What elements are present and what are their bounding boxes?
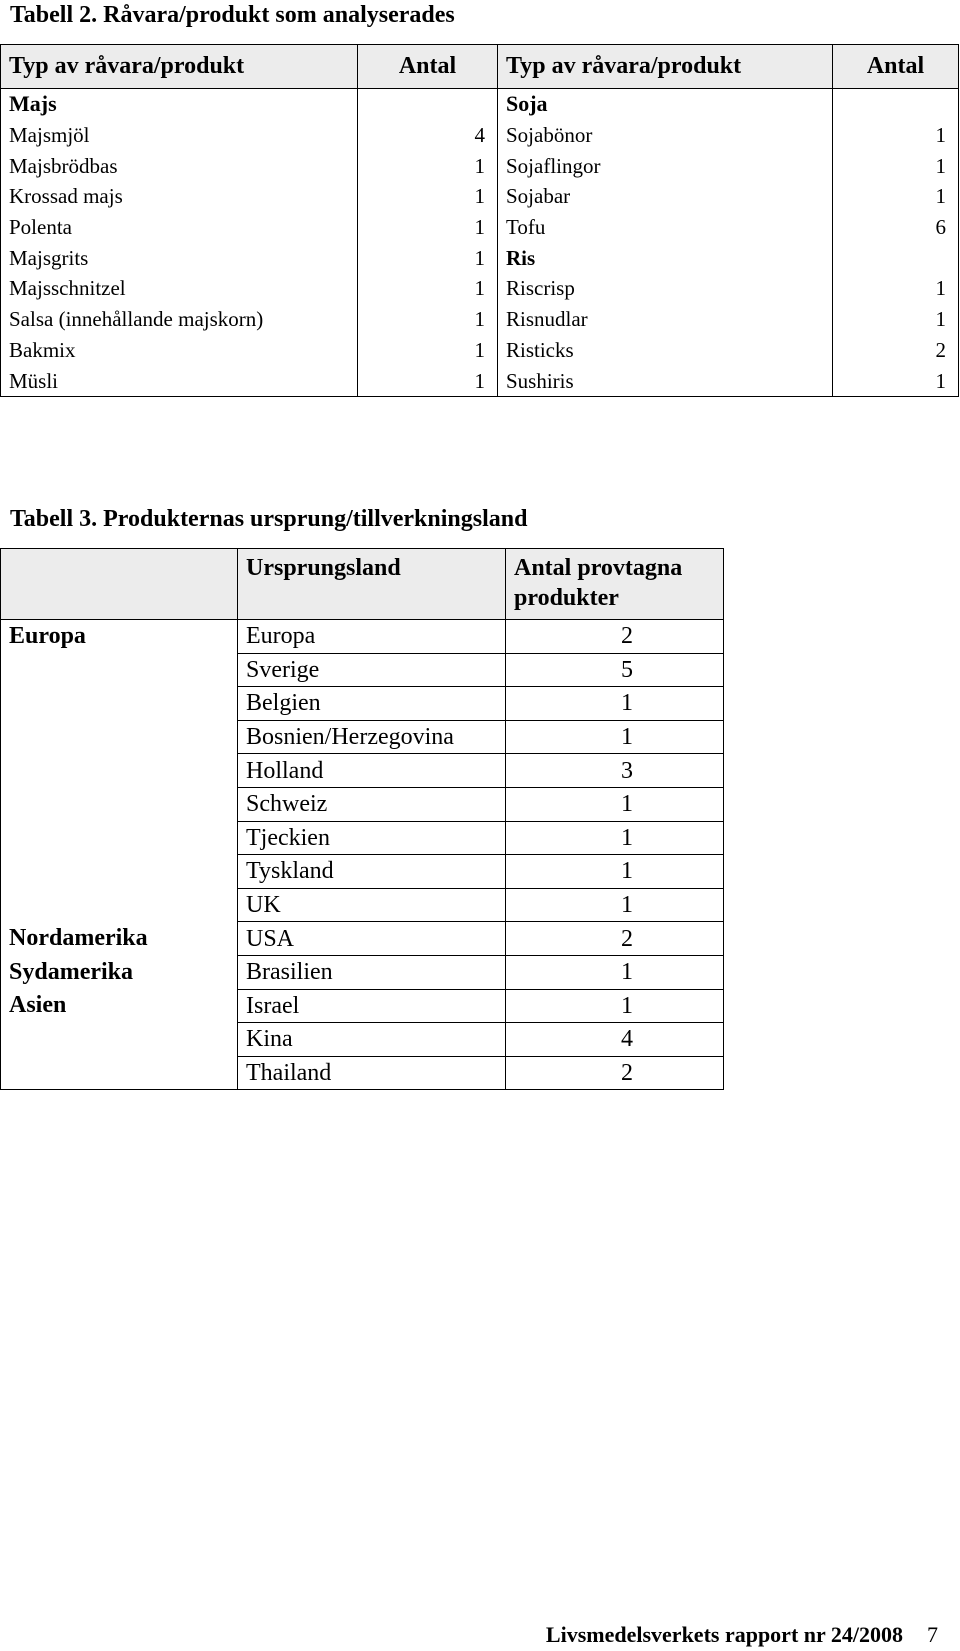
region-label bbox=[1, 1023, 238, 1057]
table-row bbox=[1, 181, 959, 212]
product-cell: Majsmjöl bbox=[1, 120, 358, 151]
count-cell: 2 bbox=[506, 620, 724, 654]
product-cell: Polenta bbox=[1, 212, 358, 243]
country-cell: Tyskland bbox=[238, 855, 506, 889]
country-cell: Schweiz bbox=[238, 787, 506, 821]
table-row bbox=[1, 335, 959, 366]
region-label bbox=[1, 855, 238, 889]
count-cell: 1 bbox=[358, 335, 498, 366]
column-header: Antal provtagna produkter bbox=[506, 549, 724, 620]
table-row bbox=[1, 821, 724, 855]
count-cell: 3 bbox=[506, 754, 724, 788]
count-cell: 1 bbox=[833, 365, 959, 396]
column-header: Ursprungsland bbox=[238, 549, 506, 620]
product-cell: Risticks bbox=[498, 335, 833, 366]
table-row bbox=[1, 1023, 724, 1057]
table-row bbox=[1, 888, 724, 922]
country-cell: Kina bbox=[238, 1023, 506, 1057]
count-cell: 1 bbox=[506, 855, 724, 889]
count-cell: 1 bbox=[506, 787, 724, 821]
count-cell: 2 bbox=[506, 922, 724, 956]
column-header: Antal bbox=[833, 45, 959, 89]
product-cell: Riscrisp bbox=[498, 273, 833, 304]
table-row bbox=[1, 955, 724, 989]
table-row bbox=[1, 855, 724, 889]
country-cell: Belgien bbox=[238, 687, 506, 721]
product-cell: Sojabönor bbox=[498, 120, 833, 151]
country-cell: Brasilien bbox=[238, 955, 506, 989]
region-label bbox=[1, 720, 238, 754]
table-row bbox=[1, 273, 959, 304]
count-cell bbox=[833, 242, 959, 273]
region-label bbox=[1, 888, 238, 922]
region-label: Europa bbox=[1, 620, 238, 654]
product-cell: Sushiris bbox=[498, 365, 833, 396]
count-cell: 1 bbox=[506, 955, 724, 989]
country-cell: Thailand bbox=[238, 1056, 506, 1090]
count-cell: 1 bbox=[506, 720, 724, 754]
table-header-row bbox=[1, 549, 724, 620]
region-label bbox=[1, 687, 238, 721]
region-label bbox=[1, 754, 238, 788]
region-label bbox=[1, 1056, 238, 1090]
region-label bbox=[1, 821, 238, 855]
count-cell: 6 bbox=[833, 212, 959, 243]
count-cell: 1 bbox=[833, 120, 959, 151]
table3-caption: Tabell 3. Produkternas ursprung/tillverkningsland bbox=[10, 506, 528, 532]
product-cell: Bakmix bbox=[1, 335, 358, 366]
table-row bbox=[1, 989, 724, 1023]
count-cell: 1 bbox=[506, 989, 724, 1023]
region-label: Nordamerika bbox=[1, 922, 238, 956]
count-cell: 1 bbox=[833, 304, 959, 335]
count-cell bbox=[833, 89, 959, 120]
table-row bbox=[1, 653, 724, 687]
count-cell: 2 bbox=[833, 335, 959, 366]
table-row bbox=[1, 720, 724, 754]
table-row bbox=[1, 212, 959, 243]
country-cell: Sverige bbox=[238, 653, 506, 687]
count-cell: 1 bbox=[358, 212, 498, 243]
group-label: Soja bbox=[498, 89, 833, 120]
table-header-row bbox=[1, 45, 959, 89]
country-cell: UK bbox=[238, 888, 506, 922]
count-cell: 1 bbox=[506, 687, 724, 721]
table2-caption: Tabell 2. Råvara/produkt som analyserades bbox=[10, 2, 455, 28]
count-cell: 1 bbox=[506, 821, 724, 855]
region-label bbox=[1, 787, 238, 821]
product-cell: Majsgrits bbox=[1, 242, 358, 273]
table-row bbox=[1, 1056, 724, 1090]
table-row bbox=[1, 365, 959, 396]
table-row bbox=[1, 754, 724, 788]
table-row bbox=[1, 150, 959, 181]
country-cell: Israel bbox=[238, 989, 506, 1023]
table-row bbox=[1, 242, 959, 273]
product-cell: Majsbrödbas bbox=[1, 150, 358, 181]
table-row bbox=[1, 89, 959, 120]
table-row bbox=[1, 120, 959, 151]
column-header: Typ av råvara/produkt bbox=[498, 45, 833, 89]
count-cell: 5 bbox=[506, 653, 724, 687]
product-cell: Sojabar bbox=[498, 181, 833, 212]
country-cell: Europa bbox=[238, 620, 506, 654]
country-cell: Holland bbox=[238, 754, 506, 788]
product-cell: Krossad majs bbox=[1, 181, 358, 212]
region-label: Sydamerika bbox=[1, 955, 238, 989]
product-cell: Müsli bbox=[1, 365, 358, 396]
table-row bbox=[1, 620, 724, 654]
table-row bbox=[1, 687, 724, 721]
column-header: Antal bbox=[358, 45, 498, 89]
column-header: Typ av råvara/produkt bbox=[1, 45, 358, 89]
column-header bbox=[1, 549, 238, 620]
table-row bbox=[1, 304, 959, 335]
count-cell: 1 bbox=[358, 242, 498, 273]
country-cell: USA bbox=[238, 922, 506, 956]
count-cell: 2 bbox=[506, 1056, 724, 1090]
country-cell: Tjeckien bbox=[238, 821, 506, 855]
count-cell: 4 bbox=[358, 120, 498, 151]
product-cell: Risnudlar bbox=[498, 304, 833, 335]
product-cell: Sojaflingor bbox=[498, 150, 833, 181]
region-label bbox=[1, 653, 238, 687]
page-number: 7 bbox=[927, 1622, 938, 1647]
product-cell: Majsschnitzel bbox=[1, 273, 358, 304]
table-row bbox=[1, 922, 724, 956]
count-cell: 1 bbox=[358, 304, 498, 335]
page-footer bbox=[546, 1622, 938, 1648]
count-cell: 1 bbox=[506, 888, 724, 922]
count-cell: 1 bbox=[833, 181, 959, 212]
group-label: Majs bbox=[1, 89, 358, 120]
product-cell: Salsa (innehållande majskorn) bbox=[1, 304, 358, 335]
table-row bbox=[1, 787, 724, 821]
group-label: Ris bbox=[498, 242, 833, 273]
count-cell: 1 bbox=[358, 181, 498, 212]
count-cell: 4 bbox=[506, 1023, 724, 1057]
count-cell: 1 bbox=[833, 273, 959, 304]
country-cell: Bosnien/Herzegovina bbox=[238, 720, 506, 754]
report-label: Livsmedelsverkets rapport nr 24/2008 bbox=[545, 1622, 903, 1647]
count-cell: 1 bbox=[358, 273, 498, 304]
region-label: Asien bbox=[1, 989, 238, 1023]
count-cell: 1 bbox=[358, 365, 498, 396]
product-table bbox=[0, 44, 959, 397]
count-cell: 1 bbox=[358, 150, 498, 181]
product-cell: Tofu bbox=[498, 212, 833, 243]
origin-table bbox=[0, 548, 724, 1090]
count-cell: 1 bbox=[833, 150, 959, 181]
count-cell bbox=[358, 89, 498, 120]
